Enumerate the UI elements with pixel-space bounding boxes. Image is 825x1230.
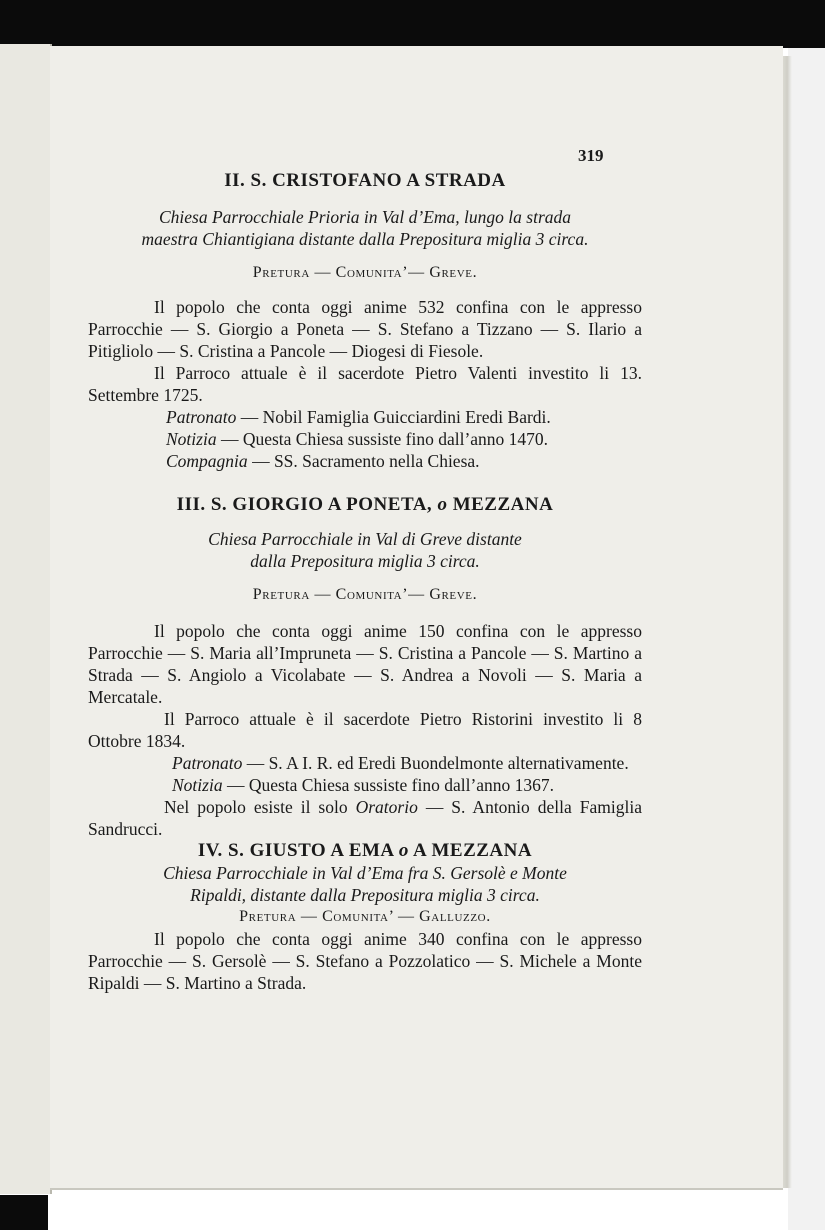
section-ii-subtitle-line-2: maestra Chiantigiana distante dalla Prepositura miglia 3 circa. [141,229,589,249]
section-ii-notizia-label: Notizia [166,429,217,449]
section-iv-title-o: o [398,840,409,861]
section-iii-notizia-text: — Questa Chiesa sussiste fino dall’anno 1367. [222,775,555,795]
section-iii-oratorio [88,796,642,840]
section-iv-pretura: Pretura — Comunita’ — Galluzzo. [239,908,491,925]
section-ii-patronato-text: — Nobil Famiglia Guicciardini Eredi Bardi. [236,407,551,427]
section-iii-oratorio-text: — S. Antonio della Famiglia Sandrucci. [88,797,642,839]
section-iii-title-b: MEZZANA [447,494,554,515]
section-iv [88,840,642,994]
previous-page-edge [0,44,52,1194]
scan-right-background [788,48,825,1230]
section-iv-population: Il popolo che conta oggi anime 340 confina con le appresso Parrocchie — S. Gersolè — S. Stefano a Pozzolatico — S. Michele a Monte Ripaldi — S. Martino a Strada. [88,929,642,993]
section-ii-notizia-text: — Questa Chiesa sussiste fino dall’anno 1470. [216,429,549,449]
section-iii-oratorio-pre: Nel popolo esiste il solo [164,797,356,817]
section-iii-notizia [88,774,642,796]
section-ii-patronato-label: Patronato [166,407,237,427]
section-ii-compagnia [88,450,642,472]
section-ii-subtitle-line-1: Chiesa Parrocchiale Prioria in Val d’Ema, lungo la strada [158,207,572,227]
section-iii-parroco: Il Parroco attuale è il sacerdote Pietro Ristorini investito li 8 Ottobre 1834. [88,709,642,751]
section-ii-patronato [88,406,642,428]
page-content [88,140,642,994]
section-iii-patronato-text: — S. A I. R. ed Eredi Buondelmonte alternativamente. [242,753,629,773]
section-iii-pretura: Pretura — Comunita’— Greve. [252,586,478,603]
section-iii [88,494,642,840]
section-ii-title: II. S. CRISTOFANO A STRADA [224,170,506,191]
section-ii-pretura: Pretura — Comunita’— Greve. [252,264,478,281]
section-iii-patronato [88,752,642,774]
section-iv-title-a: IV. S. GIUSTO A EMA [197,840,399,861]
section-ii-parroco: Il Parroco attuale è il sacerdote Pietro Valenti investito li 13. Settembre 1725. [88,363,642,405]
section-ii-compagnia-text: — SS. Sacramento nella Chiesa. [247,451,480,471]
section-iii-population: Il popolo che conta oggi anime 150 confina con le appresso Parrocchie — S. Maria all’Impruneta — S. Cristina a Pancole — S. Martino a Strada — S. Angiolo a Vicolabate — S. Andrea a Novoli — S. Maria a Mercatale. [88,621,642,707]
page-number: 319 [578,146,604,165]
section-iii-subtitle-line-2: dalla Prepositura miglia 3 circa. [250,551,480,571]
section-iii-subtitle-line-1: Chiesa Parrocchiale in Val di Greve distante [208,529,522,549]
section-iv-title-b: A MEZZANA [408,840,533,861]
section-ii-compagnia-label: Compagnia [166,451,248,471]
section-iii-oratorio-label: Oratorio [355,797,418,817]
section-iii-title-a: III. S. GIORGIO A PONETA, [176,494,438,515]
scan-top-border [0,0,825,48]
scan-bottom-left-border [0,1195,48,1230]
section-ii-notizia [88,428,642,450]
section-iii-title-o: o [437,494,448,515]
section-iv-subtitle-line-2: Ripaldi, distante dalla Prepositura miglia 3 circa. [190,885,540,905]
section-ii [88,170,642,472]
section-iv-title [88,840,642,862]
section-iii-notizia-label: Notizia [172,775,223,795]
section-iii-patronato-label: Patronato [172,753,243,773]
section-iv-subtitle-line-1: Chiesa Parrocchiale in Val d’Ema fra S. Gersolè e Monte [163,863,567,883]
section-ii-population: Il popolo che conta oggi anime 532 confina con le appresso Parrocchie — S. Giorgio a Poneta — S. Stefano a Tizzano — S. Ilario a Pitigliolo — S. Cristina a Pancole — Diogesi di Fiesole. [88,297,642,361]
section-iii-title [88,494,642,516]
